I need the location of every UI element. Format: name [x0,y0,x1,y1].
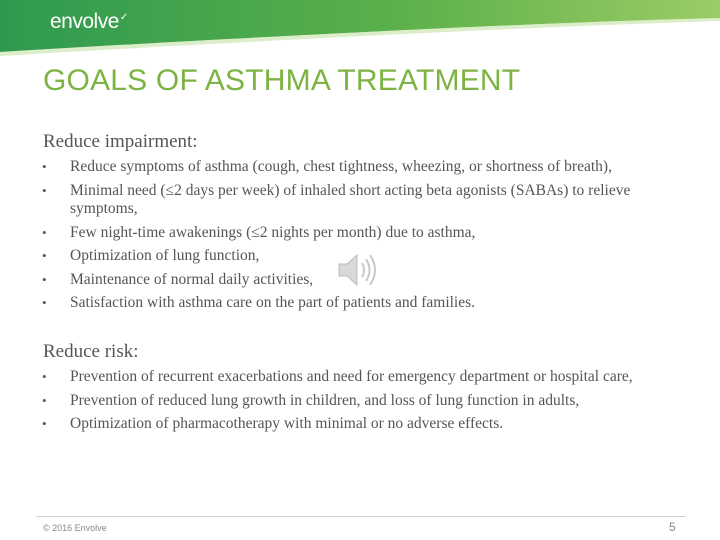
bullet: • [42,248,47,263]
bullet: • [42,159,47,174]
impairment-list [43,158,693,318]
list-item: • Maintenance of normal daily activities, [42,270,314,288]
header-band [0,0,720,56]
logo-check-mark: ✓ [119,12,128,23]
bullet: • [42,295,47,310]
bullet: • [42,369,47,384]
envolve-logo [50,10,128,34]
list-item: • Prevention of recurrent exacerbations and need for emergency department or hospital care, [42,368,633,385]
bullet: • [42,416,47,431]
risk-list [43,368,693,439]
section-heading-risk: Reduce risk: [43,341,139,362]
bullet: • [42,271,47,287]
bullet: • [42,224,47,240]
list-item: • Few night-time awakenings (≤2 nights per month) due to asthma, [42,223,476,241]
footer-copyright: © 2016 Envolve [43,523,107,533]
speaker-icon[interactable] [335,250,385,290]
list-item: • Optimization of pharmacotherapy with minimal or no adverse effects. [42,415,504,432]
page-number: 5 [669,520,676,534]
footer-divider [36,516,686,517]
section-heading-impairment: Reduce impairment: [43,131,198,152]
logo-text: envolve [50,10,119,33]
bullet: • [42,182,47,198]
list-item: • Reduce symptoms of asthma (cough, chest tightness, wheezing, or shortness of breath), [42,158,612,175]
list-item: • Optimization of lung function, [42,247,260,264]
list-item: • Minimal need (≤2 days per week) of inhaled short acting beta agonists (SABAs) to relieve symptoms, [42,181,631,217]
bullet: • [42,392,47,408]
list-item: • Satisfaction with asthma care on the part of patients and families. [42,294,476,311]
list-item: • Prevention of reduced lung growth in children, and loss of lung function in adults, [42,391,580,409]
slide-title: GOALS OF ASTHMA TREATMENT [43,64,521,97]
